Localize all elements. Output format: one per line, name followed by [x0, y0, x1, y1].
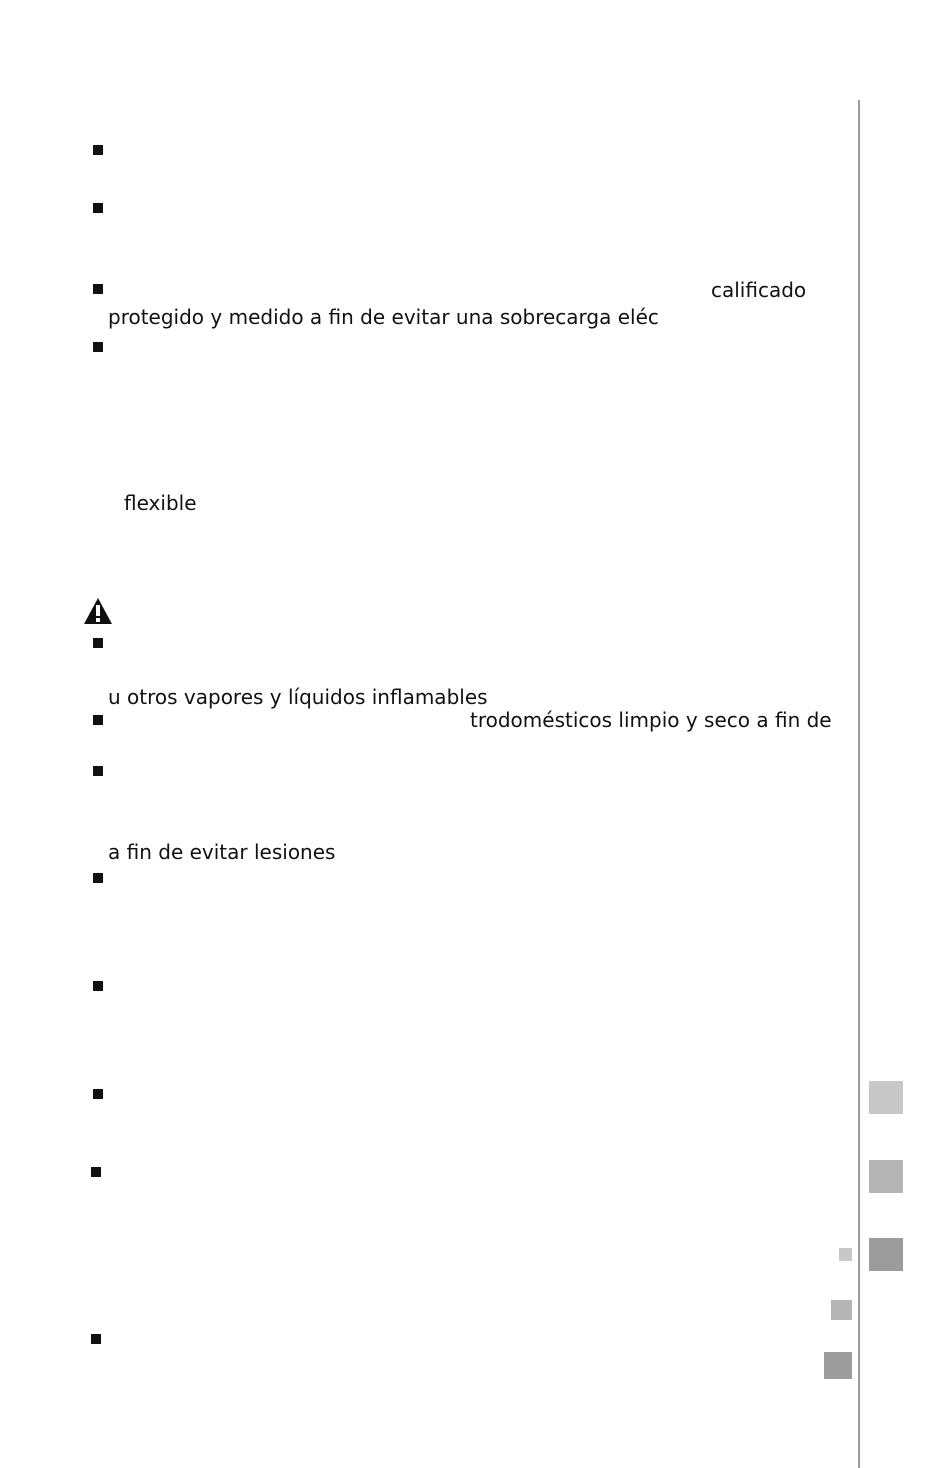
bullet-9: [93, 981, 103, 991]
warning-triangle-icon: [83, 597, 113, 625]
page-margin-rule: [858, 100, 860, 1468]
bullet-2: [93, 203, 103, 213]
side-tab-mid: [869, 1160, 903, 1193]
marker-small-light: [839, 1248, 852, 1261]
text-lesiones: a fin de evitar lesiones: [108, 840, 336, 864]
side-tab-light: [869, 1081, 903, 1114]
text-calificado: calificado: [711, 278, 807, 302]
bullet-8: [93, 873, 103, 883]
marker-small-mid: [831, 1300, 852, 1320]
bullet-5: [93, 638, 103, 648]
bullet-7: [93, 766, 103, 776]
text-protegido: protegido y medido a fin de evitar una sobrecarga eléc: [108, 305, 659, 329]
bullet-12: [91, 1334, 101, 1344]
bullet-6: [93, 715, 103, 725]
text-flexible: flexible: [124, 491, 197, 515]
text-electrodomesticos: trodomésticos limpio y seco a fin de: [470, 708, 832, 732]
side-tab-dark: [869, 1238, 903, 1271]
bullet-3: [93, 284, 103, 294]
bullet-1: [93, 145, 103, 155]
bullet-4: [93, 342, 103, 352]
text-vapores: u otros vapores y líquidos inflamables: [108, 685, 488, 709]
bullet-10: [93, 1089, 103, 1099]
marker-small-dark: [824, 1352, 852, 1379]
bullet-11: [91, 1167, 101, 1177]
